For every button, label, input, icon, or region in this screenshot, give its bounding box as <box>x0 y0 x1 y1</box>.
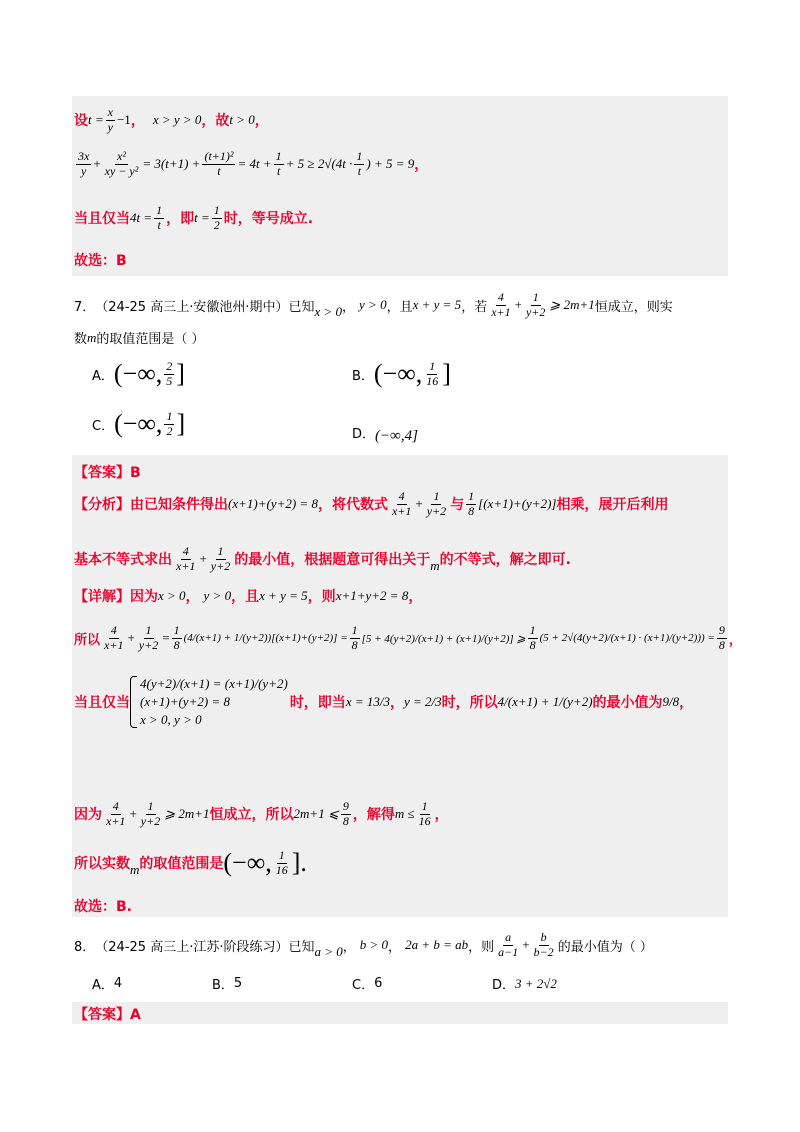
sol6-line3: 当且仅当 4t = $\frac{1}{t}$ ，即 t = $\frac{1}{2}$ 时，等号成立. <box>74 203 314 232</box>
ans7-pick: 故选：B. <box>74 899 132 915</box>
ans7-detail-line3: 当且仅当 4(y+2)/(x+1) = (x+1)/(y+2) (x+1)+(y+2) = 8 x > 0, y > 0 时，即当 x = 13/3 ， y = 2/3 时，所以 4/(x+1) + 1/(y+2) 的最小值为 9/8 ， <box>74 676 694 727</box>
ans7-analysis-line1: 【分析】由已知条件得出 (x+1)+(y+2) = 8 ，将代数式 $\frac{4}{x+1}$ + $\frac{1}{y+2}$ 与 $\frac{1}{8}$ [(x+1)+(y+2)] 相乘，展开后利用 <box>74 489 669 518</box>
sol6-pick: 故选：B <box>74 253 127 269</box>
sol6-line1: 设 t = $\frac{x}{y}$ −1 ， x > y > 0 ，故 t > 0 ， <box>74 105 269 134</box>
ans7-detail-line2: 所以 $\frac{4}{x+1}$ + $\frac{1}{y+2}$ = $\frac{1}{8}$ (4/(x+1) + 1/(y+2))[(x+1)+(y+2)] = $\frac{1}{8}$ [5 + 4(y+2)/(x+1) + (x+1)/(y+2)] ⩾ $\frac{1}{8}$ (5 + 2√(4(y+2)/(x+1) · (x+1)/(y+2))) = $\frac{9}{8}$ ， <box>74 623 742 652</box>
q8-option-c[interactable]: C． 6 <box>352 976 383 993</box>
ans8-answer: 【答案】A <box>74 1007 141 1023</box>
q8-option-d[interactable]: D． 3 + 2√2 <box>492 975 557 993</box>
ans7-detail-line5: 所以实数 m 的取值范围是 (−∞, $\frac{1}{16}$ ]. <box>74 847 307 877</box>
q7-option-c[interactable]: C． (−∞, $\frac{1}{2}$ ] <box>92 409 186 439</box>
q7-option-d[interactable]: D． (−∞,4] <box>352 427 418 444</box>
q8-option-a[interactable]: A． 4 <box>92 976 123 993</box>
ans7-detail-line4: 因为 $\frac{4}{x+1}$ + $\frac{1}{y+2}$ ⩾ 2m+1 恒成立，所以 2m+1 ⩽ $\frac{9}{8}$ ，解得 m ≤ $\frac{1}{16}$ ， <box>74 799 449 828</box>
q7-option-a[interactable]: A． (−∞, $\frac{2}{5}$ ] <box>92 359 185 389</box>
ans7-analysis-line2: 基本不等式求出 $\frac{4}{x+1}$ + $\frac{1}{y+2}$ 的最小值，根据题意可得出关于 m 的不等式，解之即可. <box>74 543 571 573</box>
q8-option-b[interactable]: B． 5 <box>212 976 243 993</box>
q8-stem: 8． （24-25 高三上·江苏·阶段练习）已知 a > 0 ， b > 0 ， 2a + b = ab ，则 $\frac{a}{a-1}$ + $\frac{b}{b-2}$ 的最小值为（ ） <box>74 929 653 959</box>
equation-system: 4(y+2)/(x+1) = (x+1)/(y+2) (x+1)+(y+2) = 8 x > 0, y > 0 <box>130 676 288 728</box>
q7-option-b[interactable]: B． (−∞, $\frac{1}{16}$ ] <box>352 359 451 389</box>
q7-stem-line1: 7． （24-25 高三上·安徽池州·期中）已知 x > 0 ， y > 0 ，且 x + y = 5 ，若 $\frac{4}{x+1}$ + $\frac{1}{y+2}$ ⩾ 2m+1 恒成立，则实 <box>74 289 673 319</box>
answer-8-shade <box>72 1002 728 1024</box>
q7-stem-line2: 数 m 的取值范围是（ ） <box>74 329 205 347</box>
ans7-answer: 【答案】B <box>74 465 141 481</box>
sol6-line2: $\frac{3x}{y}$ + $\frac{\text{x²}}{\text{xy − y²}}$ = 3(t+1) + $\frac{\text{(t+1)²}}{t}$ = 4t + $\frac{1}{t}$ + 5 ≥ 2√(4t · $\frac{1}{t}$ ) + 5 = 9 ， <box>78 149 429 178</box>
ans7-detail-line1: 【详解】因为 x > 0 ， y > 0 ，且 x + y = 5 ，则 x+1+y+2 = 8 ， <box>74 588 423 605</box>
